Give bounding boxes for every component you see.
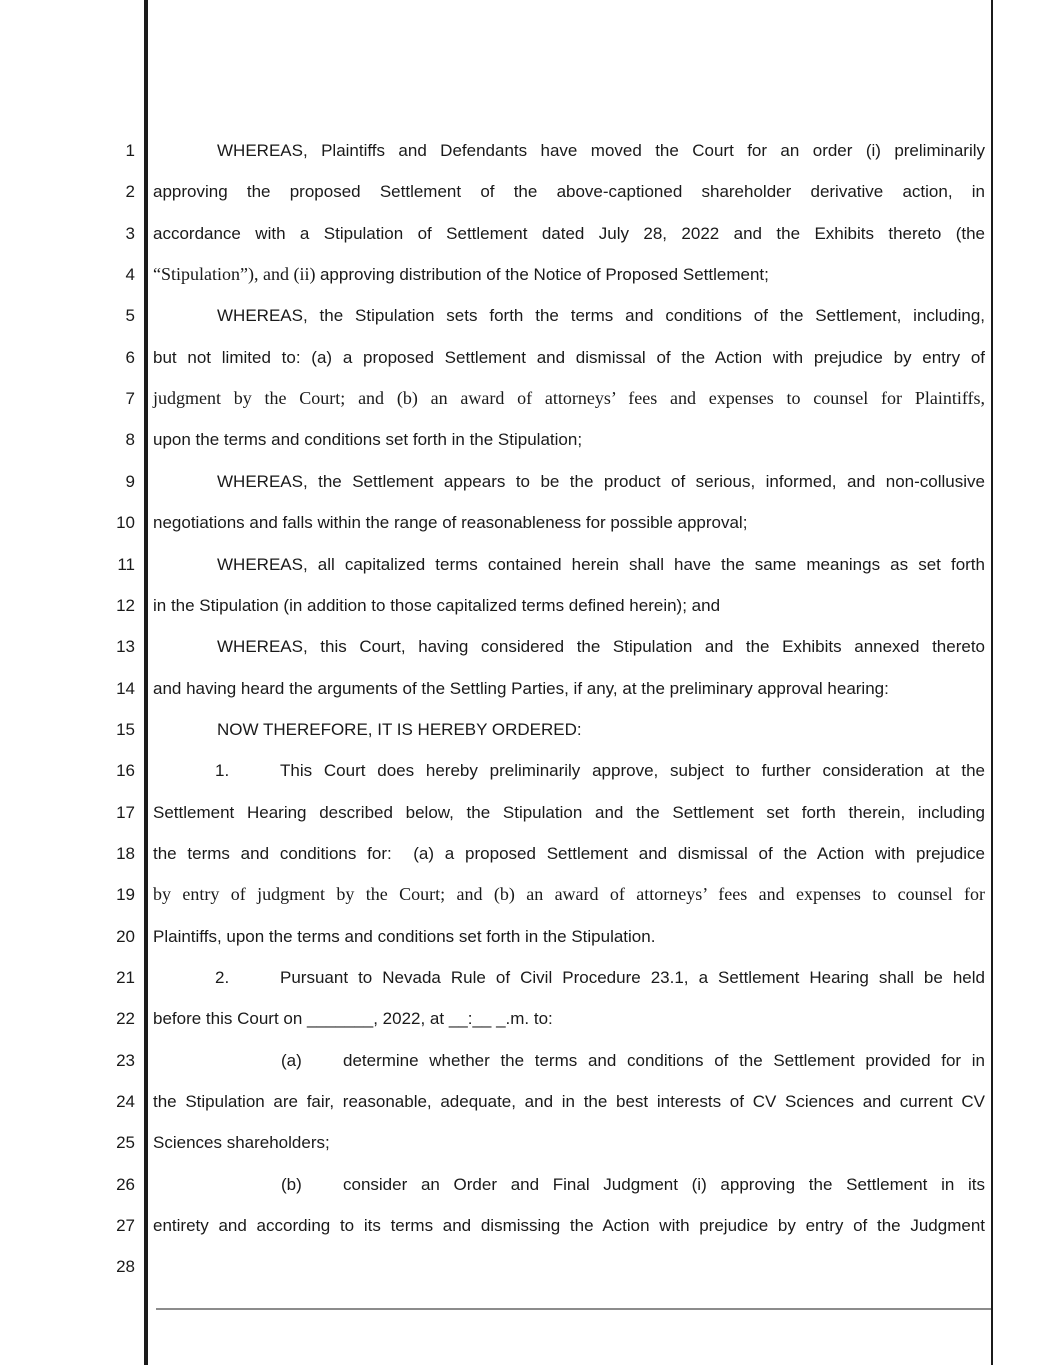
line-text <box>153 337 985 379</box>
text-segment: WHEREAS, the Stipulation sets forth the terms and conditions of the Settlement, including, <box>217 306 985 326</box>
paragraph-number-label: (a) <box>281 1050 302 1070</box>
line-text <box>153 378 985 420</box>
text-segment: NOW THEREFORE, IT IS HEREBY ORDERED: <box>217 719 582 739</box>
line-text <box>217 295 985 337</box>
paragraph-number-label: 2. <box>215 968 230 987</box>
text-segment: negotiations and falls within the range of reasonableness for possible approval; <box>153 513 748 533</box>
line-number: 16 <box>116 761 135 781</box>
line-number: 26 <box>116 1174 135 1194</box>
line-text <box>343 1040 985 1082</box>
text-segment: WHEREAS, all capitalized terms contained herein shall have the same meanings as set forth <box>217 554 985 574</box>
document-line <box>153 378 985 419</box>
line-number: 28 <box>116 1257 135 1277</box>
document-line <box>153 1205 985 1246</box>
text-segment: the terms and conditions for: (a) a proposed Settlement and dismissal of the Action with prejudice <box>153 843 985 863</box>
document-line <box>153 1040 985 1081</box>
line-text <box>280 957 985 999</box>
paragraph-number-label: 1. <box>215 761 230 781</box>
text-segment: Sciences shareholders; <box>153 1133 330 1153</box>
document-line <box>153 998 985 1039</box>
document-line <box>153 957 985 998</box>
document-line <box>153 626 985 667</box>
document-line <box>153 171 985 212</box>
text-segment: WHEREAS, Plaintiffs and Defendants have moved the Court for an order (i) preliminarily <box>217 141 985 160</box>
document-line <box>153 130 985 171</box>
line-number: 10 <box>116 513 135 533</box>
line-text <box>217 544 985 586</box>
document-line <box>153 874 985 915</box>
text-segment: WHEREAS, this Court, having considered the Stipulation and the Exhibits annexed thereto <box>217 637 985 657</box>
document-line <box>153 502 985 543</box>
text-segment: WHEREAS, the Settlement appears to be the product of serious, informed, and non-collusive <box>217 471 985 491</box>
document-line <box>153 461 985 502</box>
line-text <box>280 750 985 792</box>
document-line <box>153 668 985 709</box>
line-text <box>343 1164 985 1206</box>
line-number: 15 <box>116 719 135 739</box>
text-segment: but not limited to: (a) a proposed Settlement and dismissal of the Action with prejudice by entry of <box>153 347 985 367</box>
text-segment: “Stipulation”), and (ii) <box>153 264 320 285</box>
text-segment: upon the terms and conditions set forth in the Stipulation; <box>153 430 583 450</box>
line-number: 3 <box>125 223 135 243</box>
line-number: 20 <box>116 926 135 946</box>
document-line <box>153 419 985 460</box>
line-number: 8 <box>125 430 135 450</box>
line-number: 4 <box>125 265 135 285</box>
line-number: 2 <box>125 182 135 202</box>
text-segment: This Court does hereby preliminarily approve, subject to further consideration at the <box>280 761 985 781</box>
line-number: 9 <box>125 471 135 491</box>
line-text <box>153 502 985 544</box>
line-text <box>153 792 985 834</box>
line-text <box>153 833 985 875</box>
line-text <box>153 668 985 710</box>
document-line <box>153 750 985 791</box>
text-segment: Plaintiffs, upon the terms and conditions set forth in the Stipulation. <box>153 926 656 946</box>
document-line <box>153 1246 985 1287</box>
paragraph-number-label: (b) <box>281 1174 302 1194</box>
right-rule <box>991 0 993 1365</box>
line-text <box>217 461 985 503</box>
text-segment: approving the proposed Settlement of the above-captioned shareholder derivative action, in <box>153 182 985 202</box>
line-text <box>217 626 985 668</box>
document-line <box>153 544 985 585</box>
text-segment: by entry of judgment by the Court; and (b) an award of attorneys’ fees and expenses to counsel for <box>153 884 985 905</box>
text-segment: determine whether the terms and conditions of the Settlement provided for in <box>343 1050 985 1070</box>
line-number: 1 <box>125 141 135 160</box>
line-number: 25 <box>116 1133 135 1153</box>
document-line <box>153 916 985 957</box>
line-number: 12 <box>116 595 135 615</box>
text-segment: consider an Order and Final Judgment (i) approving the Settlement in its <box>343 1174 985 1194</box>
line-number: 19 <box>116 885 135 905</box>
line-text <box>217 709 985 751</box>
text-segment: the Stipulation are fair, reasonable, adequate, and in the best interests of CV Sciences and current CV <box>153 1092 985 1112</box>
text-segment: approving distribution of the Notice of Proposed Settlement; <box>319 265 769 285</box>
document-line <box>153 792 985 833</box>
line-text <box>153 1205 985 1247</box>
document-line <box>153 254 985 295</box>
line-number: 7 <box>125 389 135 409</box>
line-text <box>153 585 985 627</box>
document-line <box>153 213 985 254</box>
line-number: 24 <box>116 1092 135 1112</box>
line-number: 21 <box>116 968 135 987</box>
line-text <box>153 998 985 1040</box>
text-segment: entirety and according to its terms and dismissing the Action with prejudice by entry of the Judgment <box>153 1216 985 1236</box>
document-line <box>153 585 985 626</box>
text-segment: before this Court on _______, 2022, at __:__ _.m. to: <box>153 1009 553 1029</box>
line-number: 6 <box>125 347 135 367</box>
line-number: 27 <box>116 1216 135 1236</box>
document-line <box>153 1081 985 1122</box>
text-segment: and having heard the arguments of the Settling Parties, if any, at the preliminary approval hearing: <box>153 678 889 698</box>
document-line <box>153 1122 985 1163</box>
document-line <box>153 833 985 874</box>
line-text <box>153 916 985 958</box>
line-number: 18 <box>116 843 135 863</box>
document-line <box>153 709 985 750</box>
line-text <box>153 171 985 213</box>
line-number: 23 <box>116 1050 135 1070</box>
line-text <box>153 213 985 255</box>
line-number: 14 <box>116 678 135 698</box>
footer-separator-line <box>156 1308 991 1310</box>
line-number: 11 <box>117 554 135 574</box>
document-line <box>153 337 985 378</box>
line-number: 17 <box>116 802 135 822</box>
line-text <box>153 254 985 296</box>
line-text <box>153 874 985 916</box>
document-line <box>153 295 985 336</box>
line-text <box>217 130 985 172</box>
line-number: 5 <box>125 306 135 326</box>
line-number: 13 <box>116 637 135 657</box>
line-text <box>153 1081 985 1123</box>
text-segment: Settlement Hearing described below, the Stipulation and the Settlement set forth therein, including <box>153 802 985 822</box>
text-segment: Pursuant to Nevada Rule of Civil Procedure 23.1, a Settlement Hearing shall be held <box>280 968 985 987</box>
line-text <box>153 419 985 461</box>
left-double-rule <box>144 0 148 1365</box>
line-text <box>153 1122 985 1164</box>
text-segment: judgment by the Court; and (b) an award of attorneys’ fees and expenses to counsel for Plaintiffs, <box>153 388 985 409</box>
text-segment: in the Stipulation (in addition to those capitalized terms defined herein); and <box>153 595 721 615</box>
document-line <box>153 1164 985 1205</box>
text-segment: accordance with a Stipulation of Settlement dated July 28, 2022 and the Exhibits thereto (the <box>153 223 985 243</box>
line-number: 22 <box>116 1009 135 1029</box>
